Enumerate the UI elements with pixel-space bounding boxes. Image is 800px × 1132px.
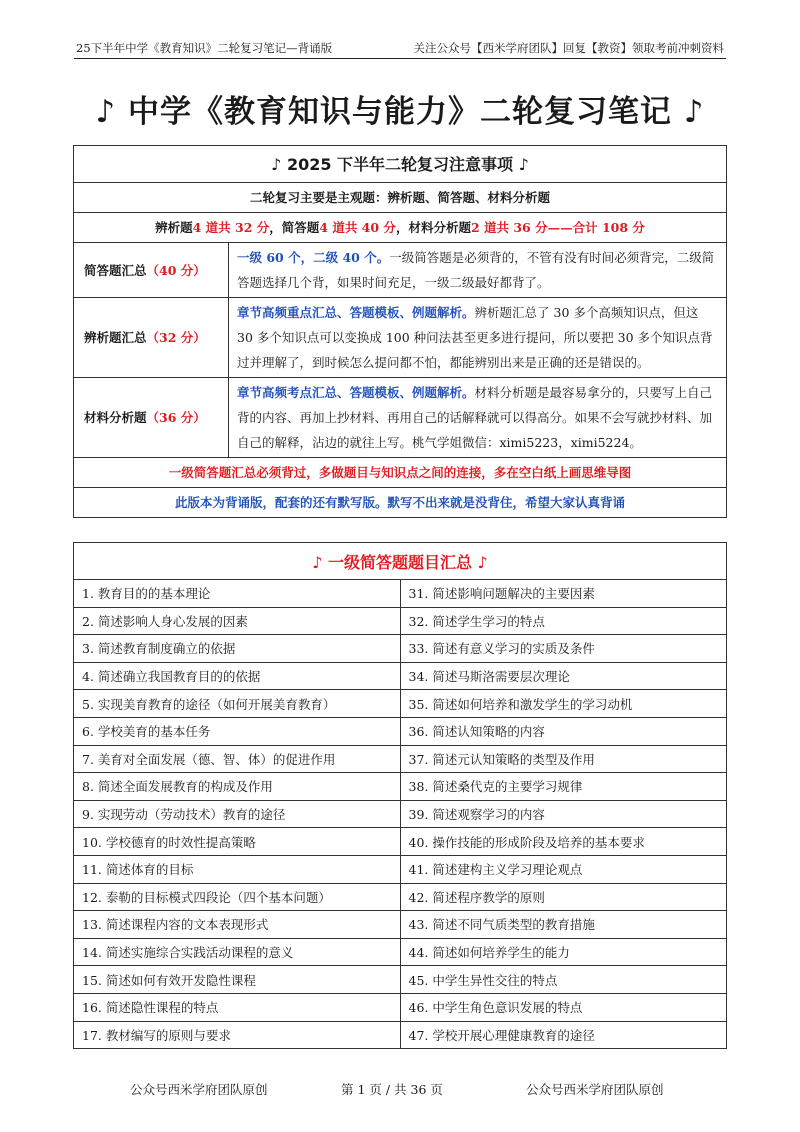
description-highlight: 章节高频重点汇总、答题模板、例题解析。 — [237, 305, 475, 320]
question-item: 1. 教育目的的基本理论 — [74, 580, 401, 608]
question-item: 10. 学校德育的时效性提高策略 — [74, 828, 401, 856]
notice-row — [74, 243, 727, 298]
question-row — [74, 690, 727, 718]
question-item: 35. 简述如何培养和激发学生的学习动机 — [400, 690, 727, 718]
question-item: 43. 简述不同气质类型的教育措施 — [400, 911, 727, 939]
question-list-table — [73, 542, 727, 1049]
category-cell — [74, 298, 229, 378]
scoring-text: ，简答题 — [269, 220, 320, 235]
description-highlight: 章节高频考点汇总、答题模板、例题解析。 — [237, 385, 475, 400]
question-row — [74, 828, 727, 856]
header-left-text: 25下半年中学《教育知识》二轮复习笔记—背诵版 — [76, 41, 333, 55]
question-item: 8. 简述全面发展教育的构成及作用 — [74, 773, 401, 801]
page-number: 第 1 页 / 共 36 页 — [341, 1082, 443, 1097]
scoring-value: 4 道共 32 分 — [192, 220, 270, 235]
question-row — [74, 580, 727, 608]
notice-row — [74, 298, 727, 378]
footer-left: 公众号西米学府团队原创 — [130, 1082, 268, 1097]
category-score: （40 分） — [146, 262, 206, 278]
question-row — [74, 635, 727, 663]
scoring-value: 2 道共 36 分——合计 108 分 — [470, 220, 645, 235]
question-item: 6. 学校美育的基本任务 — [74, 717, 401, 745]
question-item: 42. 简述程序教学的原则 — [400, 883, 727, 911]
notice-intro: 二轮复习主要是主观题：辨析题、简答题、材料分析题 — [74, 183, 727, 213]
question-item: 37. 简述元认知策略的类型及作用 — [400, 745, 727, 773]
question-item: 39. 简述观察学习的内容 — [400, 800, 727, 828]
question-row — [74, 855, 727, 883]
description-highlight: 一级 60 个，二级 40 个。 — [237, 250, 390, 265]
question-list-heading: ♪ 一级简答题题目汇总 ♪ — [74, 543, 727, 580]
question-row — [74, 745, 727, 773]
question-item: 46. 中学生角色意识发展的特点 — [400, 993, 727, 1021]
question-item: 31. 简述影响问题解决的主要因素 — [400, 580, 727, 608]
question-item: 40. 操作技能的形成阶段及培养的基本要求 — [400, 828, 727, 856]
question-item: 38. 简述桑代克的主要学习规律 — [400, 773, 727, 801]
description-cell — [229, 298, 727, 378]
category-cell — [74, 378, 229, 458]
question-item: 2. 简述影响人身心发展的因素 — [74, 607, 401, 635]
description-text: 辨析题汇总了 30 多个高频知识点，但这 30 多个知识点可以变换成 100 种问法甚至更多进行提问，所以要把 30 多个知识点背过并理解了，到时候怎么提问都不怕，都能辨别出来是正确的还是错误的。 — [237, 305, 713, 370]
question-row — [74, 911, 727, 939]
question-item: 17. 教材编写的原则与要求 — [74, 1021, 401, 1049]
question-item: 41. 简述建构主义学习理论观点 — [400, 855, 727, 883]
notice-red-line: 一级简答题汇总必须背过，多做题目与知识点之间的连接，多在空白纸上画思维导图 — [74, 458, 727, 488]
question-item: 32. 简述学生学习的特点 — [400, 607, 727, 635]
question-item: 5. 实现美育教育的途径（如何开展美育教育） — [74, 690, 401, 718]
notice-table — [73, 145, 727, 518]
description-cell — [229, 243, 727, 298]
question-item: 36. 简述认知策略的内容 — [400, 717, 727, 745]
question-item: 7. 美育对全面发展（德、智、体）的促进作用 — [74, 745, 401, 773]
question-row — [74, 966, 727, 994]
question-item: 11. 简述体育的目标 — [74, 855, 401, 883]
notice-scoring — [74, 213, 727, 243]
question-row — [74, 773, 727, 801]
notice-heading: ♪ 2025 下半年二轮复习注意事项 ♪ — [74, 146, 727, 183]
question-item: 45. 中学生异性交往的特点 — [400, 966, 727, 994]
question-item: 34. 简述马斯洛需要层次理论 — [400, 662, 727, 690]
question-row — [74, 883, 727, 911]
notice-row — [74, 378, 727, 458]
scoring-text: 辨析题 — [155, 220, 193, 235]
question-row — [74, 717, 727, 745]
question-row — [74, 938, 727, 966]
scoring-text: ，材料分析题 — [395, 220, 471, 235]
page-title: ♪ 中学《教育知识与能力》二轮复习笔记 ♪ — [95, 94, 705, 130]
category-score: （32 分） — [146, 330, 206, 345]
question-item: 44. 简述如何培养学生的能力 — [400, 938, 727, 966]
category-name: 辨析题汇总 — [84, 330, 147, 345]
header-right-text: 关注公众号【西米学府团队】回复【教资】领取考前冲刺资料 — [413, 41, 724, 55]
question-row — [74, 800, 727, 828]
question-row — [74, 1021, 727, 1049]
question-row — [74, 607, 727, 635]
question-item: 12. 泰勒的目标模式四段论（四个基本问题） — [74, 883, 401, 911]
question-item: 4. 简述确立我国教育目的的依据 — [74, 662, 401, 690]
question-item: 16. 简述隐性课程的特点 — [74, 993, 401, 1021]
question-item: 33. 简述有意义学习的实质及条件 — [400, 635, 727, 663]
question-item: 15. 简述如何有效开发隐性课程 — [74, 966, 401, 994]
notice-blue-line: 此版本为背诵版，配套的还有默写版。默写不出来就是没背住，希望大家认真背诵 — [74, 488, 727, 518]
question-item: 14. 简述实施综合实践活动课程的意义 — [74, 938, 401, 966]
question-row — [74, 662, 727, 690]
description-text: 材料分析题是最容易拿分的，只要写上自己背的内容、再加上抄材料、再用自己的话解释就可以得高分。如果不会写就抄材料、加自己的解释，沾边的就往上写。桃气学姐微信：ximi5223，ximi5224。 — [237, 385, 713, 450]
question-item: 9. 实现劳动（劳动技术）教育的途径 — [74, 800, 401, 828]
question-item: 3. 简述教育制度确立的依据 — [74, 635, 401, 663]
question-row — [74, 993, 727, 1021]
description-text: 一级简答题是必须背的，不管有没有时间必须背完，二级简答题选择几个背，如果时间充足，一级二级最好都背了。 — [237, 250, 715, 290]
page-header — [74, 36, 726, 59]
footer-right: 公众号西米学府团队原创 — [526, 1082, 664, 1097]
description-cell — [229, 378, 727, 458]
question-item: 47. 学校开展心理健康教育的途径 — [400, 1021, 727, 1049]
question-item: 13. 简述课程内容的文本表现形式 — [74, 911, 401, 939]
category-score: （36 分） — [146, 410, 206, 425]
category-name: 材料分析题 — [84, 410, 147, 425]
category-cell — [74, 243, 229, 298]
scoring-value: 4 道共 40 分 — [319, 220, 396, 235]
category-name: 简答题汇总 — [84, 262, 147, 278]
